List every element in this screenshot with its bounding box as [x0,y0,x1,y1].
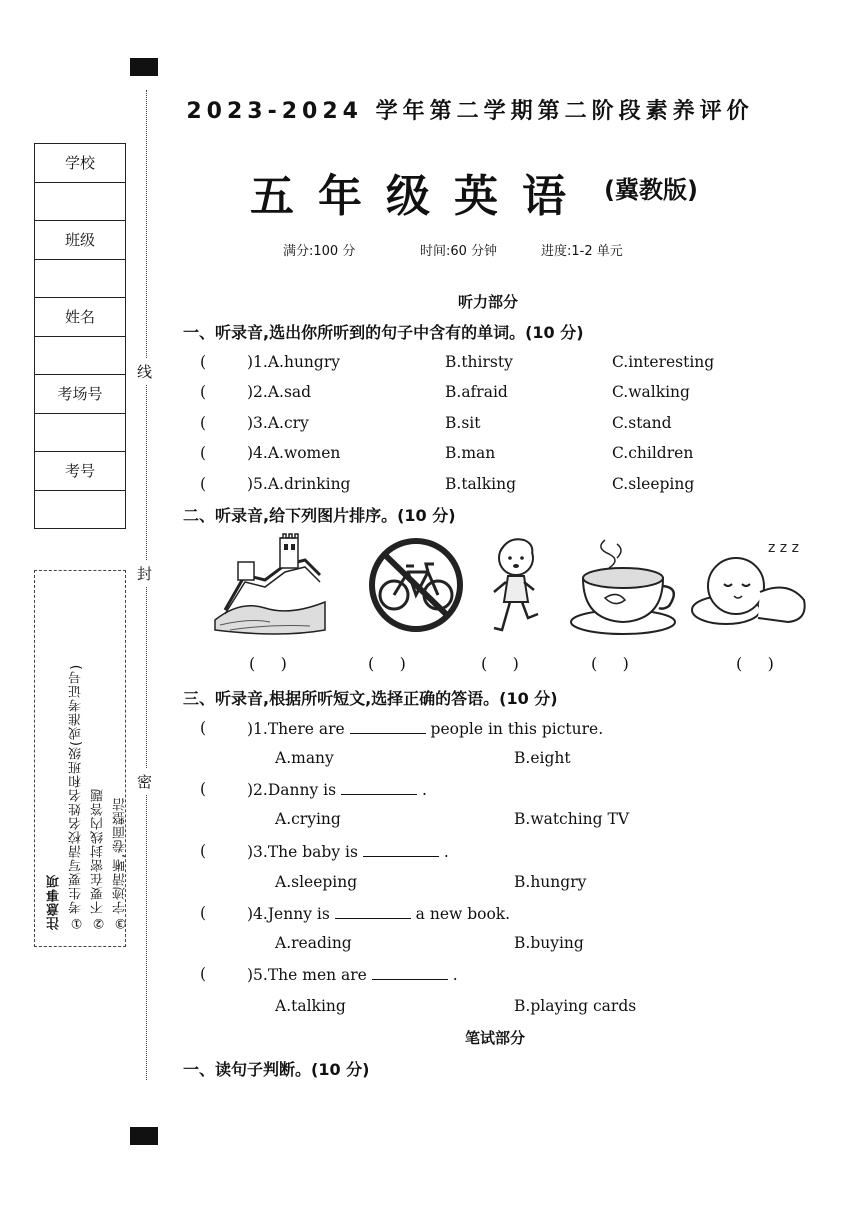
s1-q2-option-c: C.walking [612,383,690,401]
s3-q3-post: . [443,843,449,861]
field-input-class[interactable] [35,259,126,298]
s3-q2-blank[interactable] [341,780,417,795]
s3-q5-pre: )5.The men are [247,966,367,984]
s3-q1-pre: )1.There are [247,720,345,738]
svg-text:z z z: z z z [768,540,799,556]
exam-main-title: 五年级英语 [250,171,590,222]
sleeping-baby-icon [688,530,816,640]
s3-q3-option-a: A.sleeping [275,873,358,891]
picture-order-1[interactable]: ( ) [249,654,287,673]
answer-paren[interactable]: ( [200,780,207,798]
s1-q3-option-b: B.sit [445,414,481,432]
picture-order-5[interactable]: ( ) [736,654,774,673]
s3-q5-post: . [452,966,458,984]
note-1: ①考生要写清校名姓名和班级(或准考证号) [69,663,84,930]
field-label-class: 班级 [35,221,126,260]
s1-q5-option-a: )5.A.drinking [247,475,351,493]
answer-paren[interactable]: ( [200,414,207,432]
time-info: 时间:60 分钟 [420,244,498,259]
answer-paren[interactable]: ( [200,444,207,462]
s3-q1-option-a: A.many [275,749,334,767]
s3-q4-blank[interactable] [335,904,411,919]
section2-heading: 二、听录音,给下列图片排序。(10 分) [183,506,456,525]
s1-q1-option-b: B.thirsty [445,353,513,371]
field-label-name: 姓名 [35,298,126,337]
note-2: ②不要在密封线内答题 [91,788,106,930]
s3-q2-post: . [421,781,427,799]
registration-mark-top [130,58,158,76]
tea-cup-icon [565,530,685,640]
listening-part-title: 听力部分 [458,293,519,311]
field-input-name[interactable] [35,336,126,375]
s3-q5-option-a: A.talking [275,997,346,1015]
s3-q1-post: people in this picture. [430,720,604,738]
s3-q3-blank[interactable] [363,842,439,857]
writing-part-title: 笔试部分 [465,1029,526,1047]
s1-q1-option-c: C.interesting [612,353,715,371]
binding-char-line: 线 [137,358,152,385]
picture-order-4[interactable]: ( ) [591,654,629,673]
s1-q1-option-a: )1.A.hungry [247,353,340,371]
writing-section1-heading: 一、读句子判断。(10 分) [183,1060,370,1079]
s1-q3-option-c: C.stand [612,414,672,432]
s3-q4-option-b: B.buying [514,934,584,952]
notes-text [44,590,128,930]
s3-q4-post: a new book. [415,905,511,923]
s3-q1 [247,719,603,738]
field-label-exam-number: 考号 [35,452,126,491]
s3-q3 [247,842,449,861]
s1-q5-option-b: B.talking [445,475,516,493]
answer-paren[interactable]: ( [200,965,207,983]
section1-heading: 一、听录音,选出你所听到的句子中含有的单词。(10 分) [183,323,584,342]
s3-q3-option-b: B.hungry [514,873,587,891]
s3-q4-option-a: A.reading [275,934,352,952]
s1-q5-option-c: C.sleeping [612,475,695,493]
s1-q4-option-c: C.children [612,444,694,462]
s1-q4-option-a: )4.A.women [247,444,341,462]
picture-order-2[interactable]: ( ) [368,654,406,673]
score-info: 满分:100 分 [283,244,356,259]
answer-paren[interactable]: ( [200,353,207,371]
s3-q1-blank[interactable] [350,719,426,734]
answer-paren[interactable]: ( [200,383,207,401]
s3-q4 [247,904,510,923]
section3-heading: 三、听录音,根据所听短文,选择正确的答语。(10 分) [183,689,558,708]
s3-q3-pre: )3.The baby is [247,843,358,861]
great-wall-icon [210,530,330,640]
running-girl-icon [458,530,578,640]
s3-q5 [247,965,458,984]
s1-q3-option-a: )3.A.cry [247,414,309,432]
registration-mark-bottom [130,1127,158,1145]
progress-info: 进度:1-2 单元 [541,244,623,259]
s3-q5-option-b: B.playing cards [514,997,637,1015]
exam-term-title: 2023-2024 学年第二学期第二阶段素养评价 [186,99,754,124]
field-label-school: 学校 [35,144,126,183]
picture-order-3[interactable]: ( ) [481,654,519,673]
s1-q4-option-b: B.man [445,444,496,462]
notes-label: 注意事项 [47,874,62,930]
s3-q2-option-b: B.watching TV [514,810,630,828]
answer-paren[interactable]: ( [200,842,207,860]
exam-edition: (冀教版) [604,176,698,204]
student-info-table [34,143,126,529]
s3-q2 [247,780,427,799]
s1-q2-option-b: B.afraid [445,383,508,401]
field-input-exam-room[interactable] [35,413,126,452]
answer-paren[interactable]: ( [200,904,207,922]
s3-q1-option-b: B.eight [514,749,571,767]
answer-paren[interactable]: ( [200,719,207,737]
note-3: ③字迹清晰,卷面整洁 [113,796,128,930]
binding-char-seal: 封 [137,560,152,587]
s3-q5-blank[interactable] [372,965,448,980]
binding-char-secret: 密 [137,768,152,795]
answer-paren[interactable]: ( [200,475,207,493]
field-label-exam-room: 考场号 [35,375,126,414]
s3-q4-pre: )4.Jenny is [247,905,330,923]
s3-q2-option-a: A.crying [275,810,341,828]
field-input-school[interactable] [35,182,126,221]
s1-q2-option-a: )2.A.sad [247,383,312,401]
field-input-exam-number[interactable] [35,490,126,529]
s3-q2-pre: )2.Danny is [247,781,337,799]
